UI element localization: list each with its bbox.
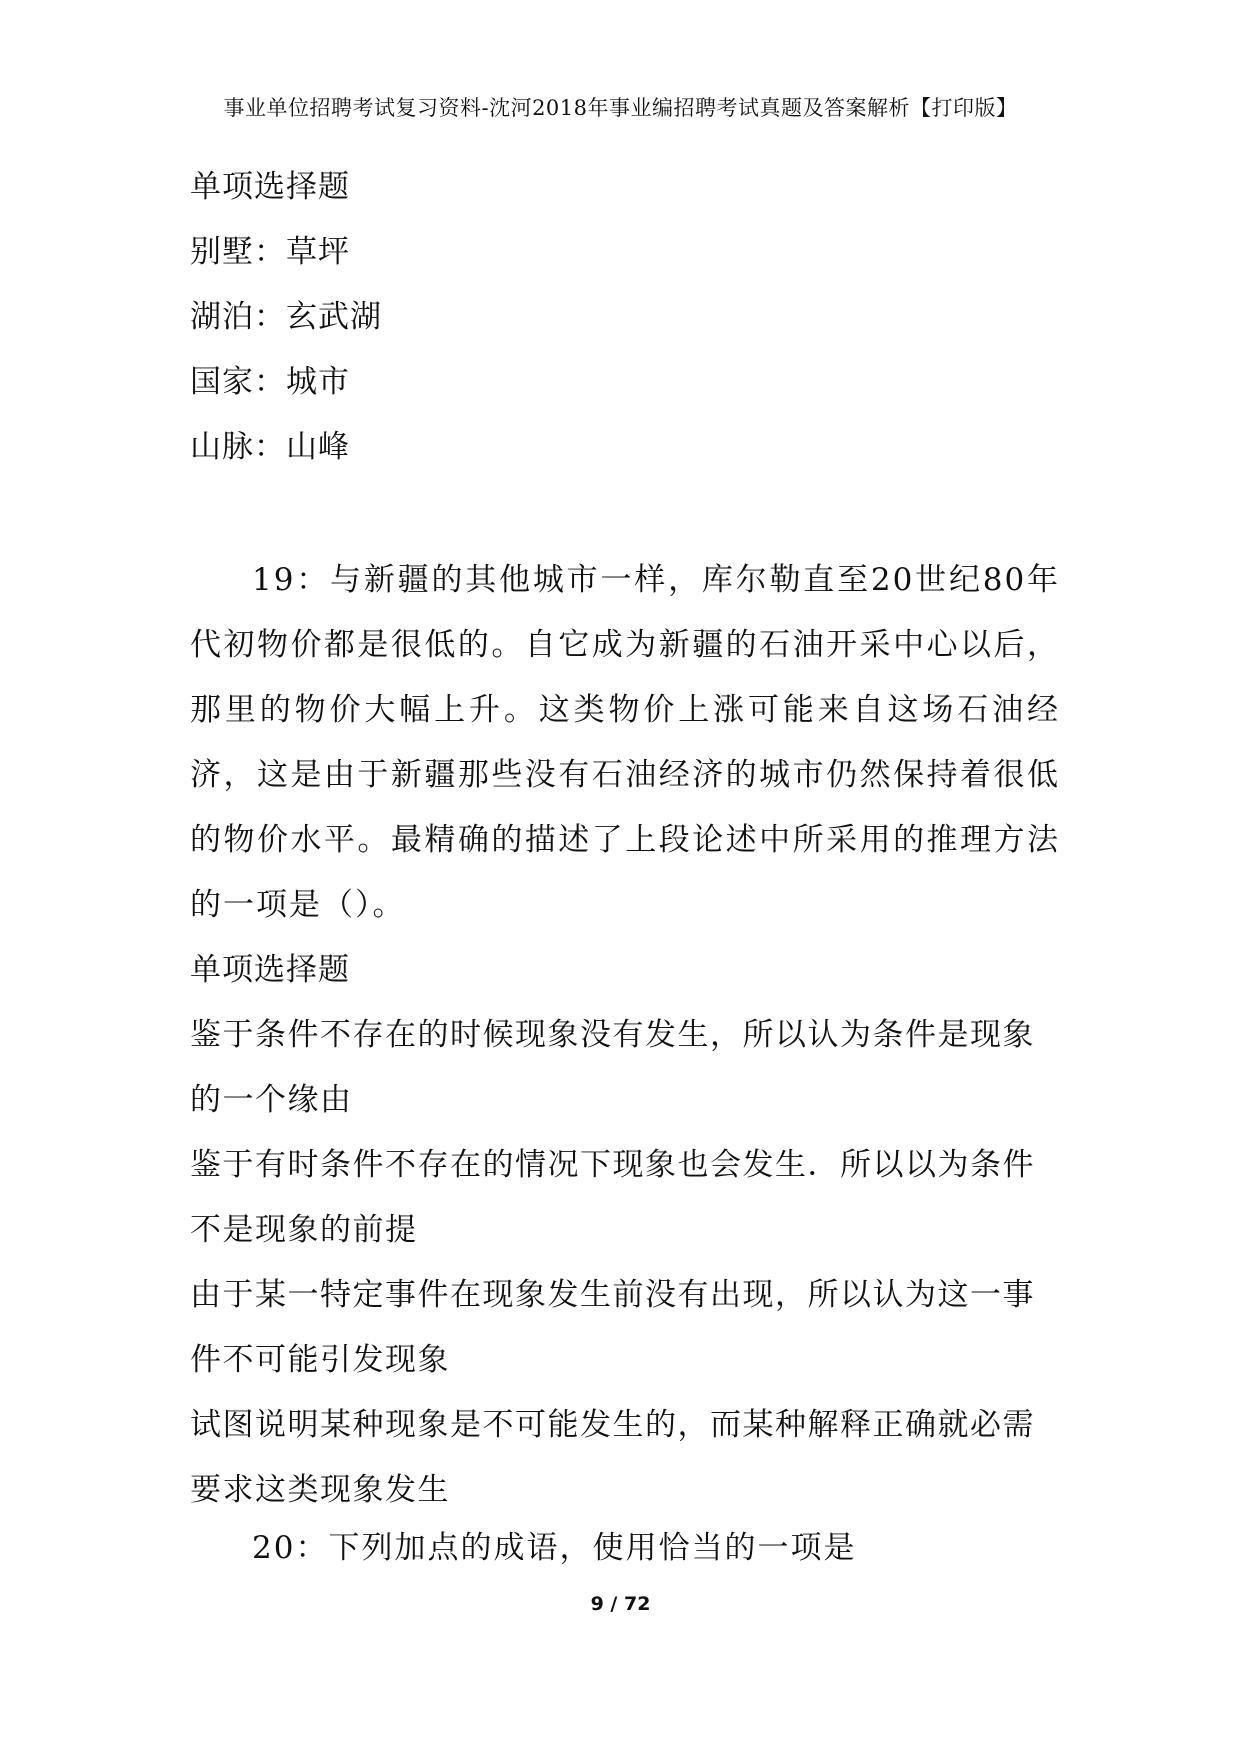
question-20-block <box>190 1516 1060 1581</box>
question-18-options-block <box>190 155 1060 480</box>
question-20-stem: 20：下列加点的成语，使用恰当的一项是 <box>252 1530 857 1566</box>
option-a: 别墅：草坪 <box>190 234 350 270</box>
question-type-label: 单项选择题 <box>190 169 350 205</box>
option-c: 由于某一特定事件在现象发生前没有出现，所以认为这一事件不可能引发现象 <box>190 1277 1035 1378</box>
option-a: 鉴于条件不存在的时候现象没有发生，所以认为条件是现象的一个缘由 <box>190 1017 1035 1118</box>
page-number: 9 / 72 <box>590 1593 651 1615</box>
option-b: 鉴于有时条件不存在的情况下现象也会发生．所以以为条件不是现象的前提 <box>190 1147 1035 1248</box>
document-header: 事业单位招聘考试复习资料-沈河2018年事业编招聘考试真题及答案解析【打印版】 <box>223 96 1018 120</box>
question-19-options <box>190 1003 1060 1523</box>
question-19-stem: 19：与新疆的其他城市一样，库尔勒直至20世纪80年代初物价都是很低的。自它成为新疆的石油开采中心以后，那里的物价大幅上升。这类物价上涨可能来自这场石油经济，这是由于新疆那些没有石油经济的城市仍然保持着很低的物价水平。最精确的描述了上段论述中所采用的推理方法的一项是（）。 <box>190 562 1060 923</box>
question-19-block <box>190 548 1060 1523</box>
option-d: 试图说明某种现象是不可能发生的，而某种解释正确就必需要求这类现象发生 <box>190 1407 1035 1508</box>
option-c: 国家：城市 <box>190 364 350 400</box>
question-type-label: 单项选择题 <box>190 952 350 988</box>
option-d: 山脉：山峰 <box>190 429 350 465</box>
option-b: 湖泊：玄武湖 <box>190 299 382 335</box>
